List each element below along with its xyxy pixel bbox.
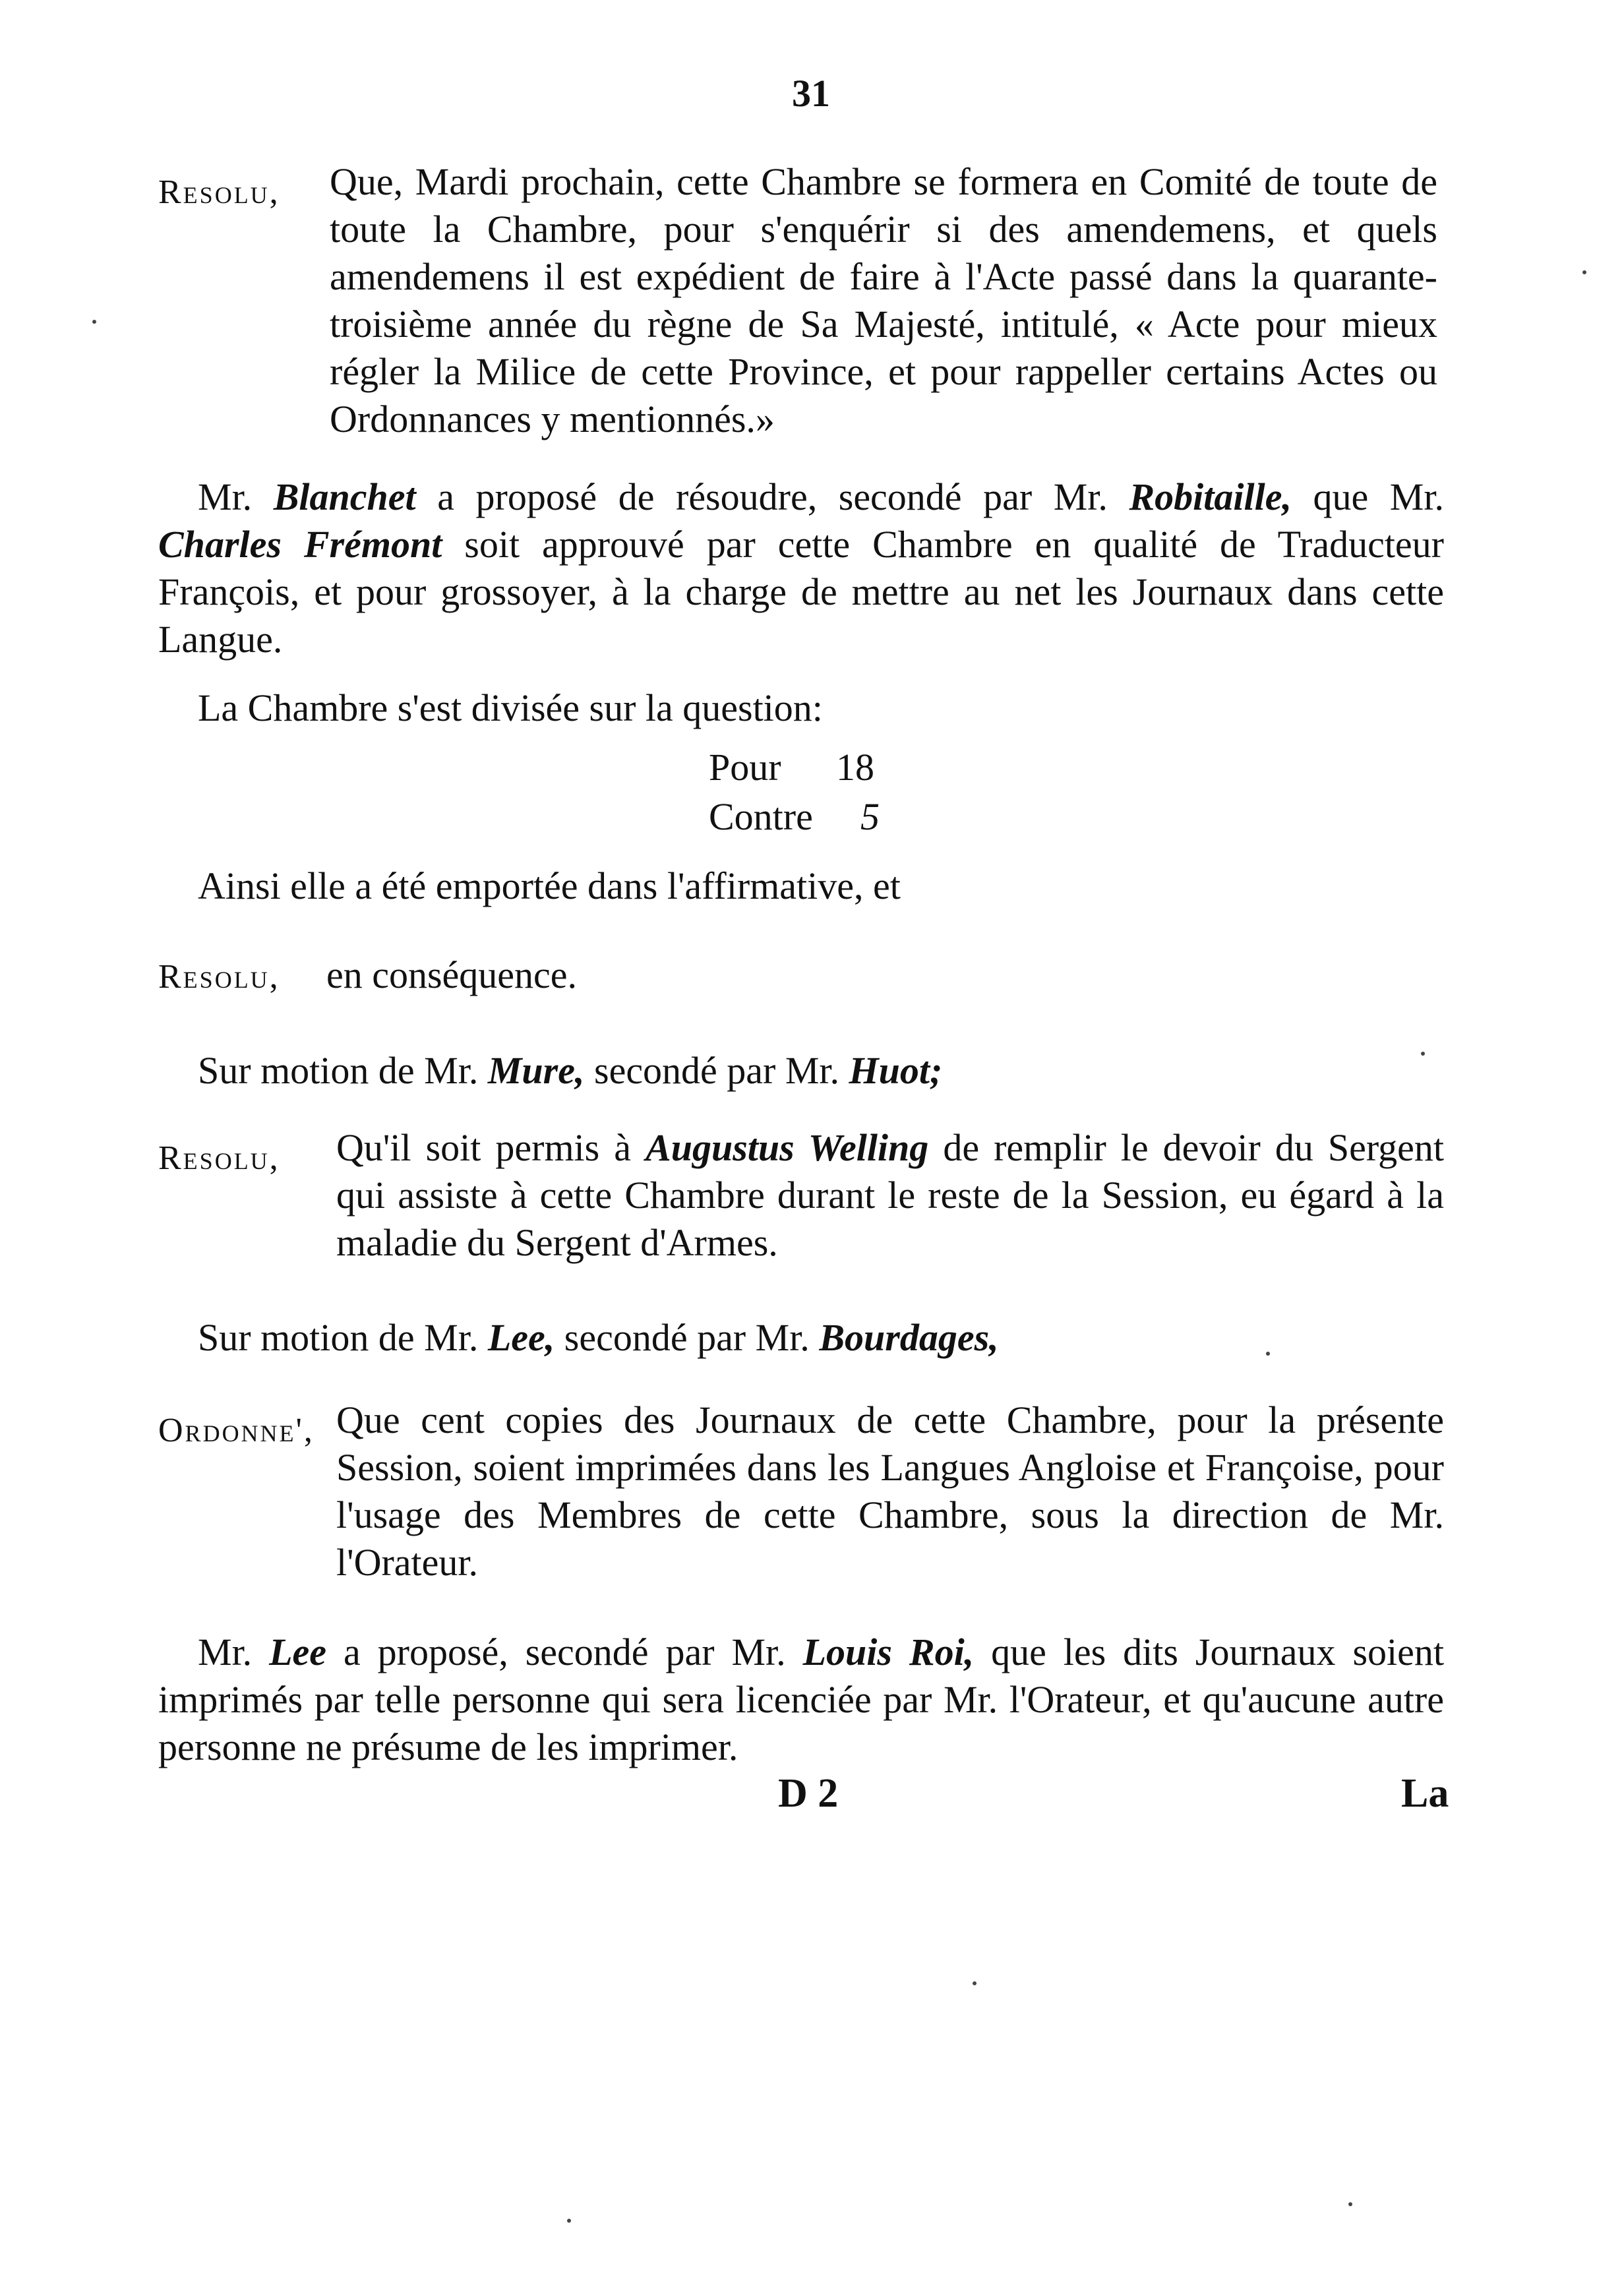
vote-contre-label: Contre xyxy=(709,795,813,838)
resolu-label-2: Resolu, xyxy=(158,958,280,996)
name-lee: Lee, xyxy=(487,1316,555,1359)
blanchet-text-3: soit approuvé par cette Chambre en qualité de Traducteur François, et pour grossoyer, à la charge de mettre au net les Journaux dans cette Langue. xyxy=(158,523,1444,661)
lee-prop-text-1: Mr. xyxy=(198,1631,270,1673)
blanchet-text-2: que Mr. xyxy=(1291,475,1444,518)
resolu-text-3 xyxy=(336,1124,1444,1267)
scan-speck xyxy=(1348,2202,1352,2206)
vote-contre-value: 5 xyxy=(860,795,880,838)
resolu-label-3: Resolu, xyxy=(158,1139,280,1177)
scan-speck xyxy=(92,320,96,324)
resolu-3-text-2: de remplir le devoir du Sergent qui assiste à cette Chambre durant le reste de la Session, eu égard à la maladie du Sergent d'Armes. xyxy=(336,1126,1444,1264)
name-lee-2: Lee xyxy=(269,1631,327,1673)
lee-proposal xyxy=(158,1629,1444,1771)
blanchet-proposal xyxy=(158,473,1444,663)
vote-pour-label: Pour xyxy=(709,746,781,789)
name-louis-roi: Louis Roi, xyxy=(802,1631,975,1673)
scan-speck xyxy=(973,1981,977,1985)
name-huot: Huot; xyxy=(849,1049,943,1092)
motion-mure-text-1: Sur motion de Mr. xyxy=(198,1049,488,1092)
resolu-text-2: en conséquence. xyxy=(326,953,578,996)
name-blanchet: Blanchet xyxy=(273,475,416,518)
ainsi-text: Ainsi elle a été emportée dans l'affirmative, et xyxy=(198,864,901,907)
division-text: La Chambre s'est divisée sur la question: xyxy=(198,686,823,729)
name-welling: Augustus Welling xyxy=(646,1126,929,1169)
name-fremont: Charles Frémont xyxy=(158,523,442,566)
scan-speck xyxy=(1582,270,1586,274)
scan-speck xyxy=(567,2219,571,2223)
ordonne-label: Ordonne', xyxy=(158,1412,315,1449)
motion-lee xyxy=(198,1315,999,1360)
name-bourdages: Bourdages, xyxy=(819,1316,999,1359)
motion-mure-text-2: secondé par Mr. xyxy=(584,1049,849,1092)
motion-lee-text-1: Sur motion de Mr. xyxy=(198,1316,488,1359)
page-number: 31 xyxy=(792,72,830,115)
motion-mure xyxy=(198,1048,942,1093)
blanchet-mr: Mr. xyxy=(198,475,253,518)
lee-prop-text-2: a proposé, secondé par Mr. xyxy=(326,1631,803,1673)
ordonne-text: Que cent copies des Journaux de cette Chambre, pour la présente Session, soient imprimées dans les Langues Angloise et Françoise, pour l'usage des Membres de cette Chambre, sous la direction de Mr. l'Orateur. xyxy=(336,1398,1444,1584)
resolu-label-1: Resolu, xyxy=(158,173,280,211)
resolu-text-1: Que, Mardi prochain, cette Chambre se formera en Comité de toute de toute la Chambre, pour s'enquérir si des amendemens, et quels amendemens il est expédient de faire à l'Acte passé dans la quarante-troisième année du règne de Sa Majesté, intitulé, « Acte pour mieux régler la Milice de cette Province, et pour rappeller certains Actes ou Ordonnances y mentionnés.» xyxy=(330,160,1437,440)
vote-pour-value: 18 xyxy=(836,746,874,789)
scan-speck xyxy=(1421,1052,1425,1056)
resolu-3-text-1: Qu'il soit permis à xyxy=(336,1126,646,1169)
motion-lee-text-2: secondé par Mr. xyxy=(555,1316,820,1359)
blanchet-text-1: a proposé de résoudre, secondé par Mr. xyxy=(415,475,1129,518)
lee-prop-text-3: que les dits Journaux soient imprimés par telle personne qui sera licenciée par Mr. l'Orateur, et qu'aucune autre personne ne présume de les imprimer. xyxy=(158,1631,1445,1768)
catchword: La xyxy=(1401,1771,1449,1816)
scan-speck xyxy=(1266,1352,1270,1356)
name-robitaille: Robitaille, xyxy=(1129,475,1292,518)
name-mure: Mure, xyxy=(487,1049,585,1092)
signature-mark: D 2 xyxy=(778,1771,839,1816)
